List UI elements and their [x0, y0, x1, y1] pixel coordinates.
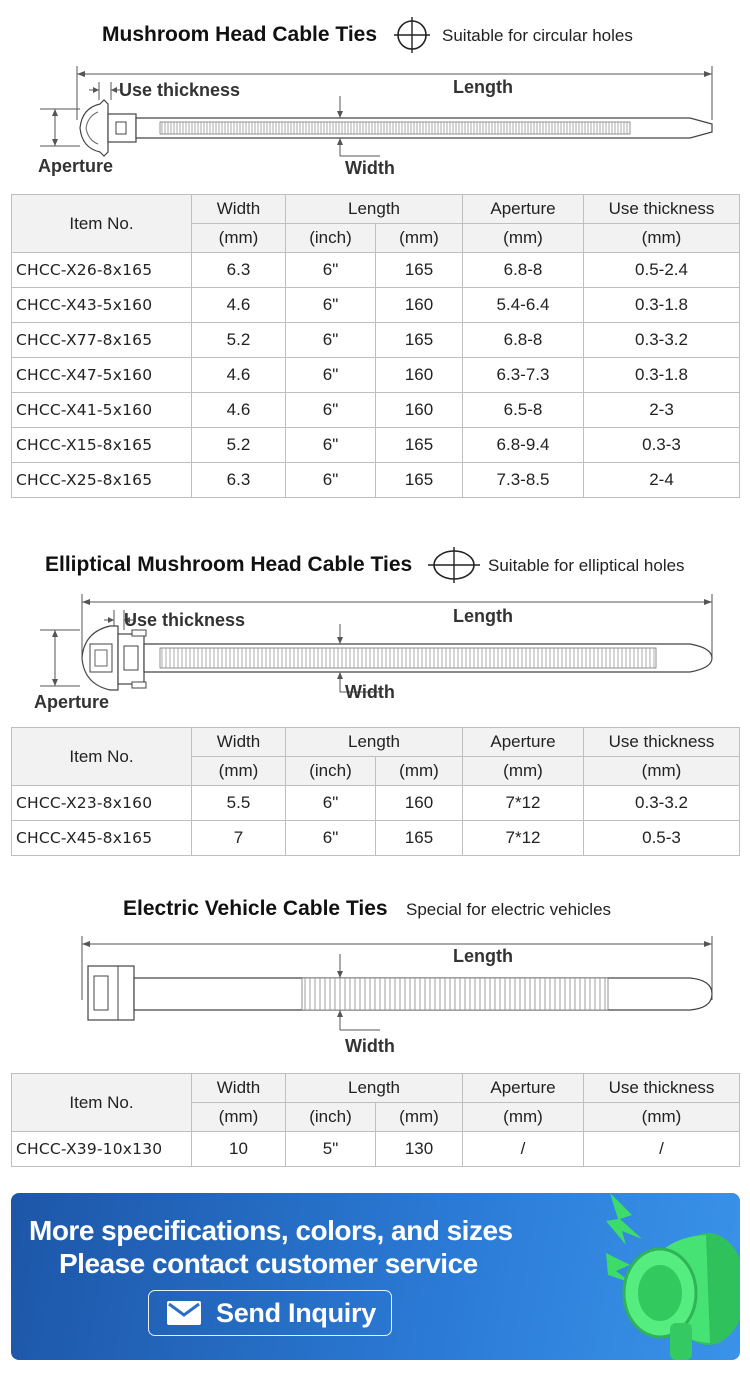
- col-aperture: Aperture: [463, 728, 584, 757]
- table-row: [12, 358, 740, 393]
- width-value: 4.6: [192, 393, 286, 428]
- length-inch-value: 6": [286, 821, 376, 856]
- aperture-value: 7*12: [463, 821, 584, 856]
- col-width: Width: [192, 728, 286, 757]
- electric-vehicle-section: [0, 880, 750, 1170]
- col-width: Width: [192, 1074, 286, 1103]
- length-mm-value: 165: [376, 253, 463, 288]
- table-row: [12, 463, 740, 498]
- length-inch-value: 6": [286, 463, 376, 498]
- width-value: 6.3: [192, 463, 286, 498]
- banner-headline: More specifications, colors, and sizes: [29, 1215, 513, 1246]
- width-value: 10: [192, 1132, 286, 1167]
- width-value: 4.6: [192, 288, 286, 323]
- length-mm-value: 160: [376, 358, 463, 393]
- table-row: [12, 393, 740, 428]
- length-label: Length: [453, 606, 513, 626]
- banner-subheadline: Please contact customer service: [59, 1248, 478, 1279]
- use-thickness-label: Use thickness: [119, 80, 241, 100]
- col-aperture: Aperture: [463, 195, 584, 224]
- aperture-value: 6.8-8: [463, 323, 584, 358]
- length-inch-value: 6": [286, 253, 376, 288]
- spec-table: [11, 194, 740, 498]
- thickness-value: 0.5-3: [584, 821, 740, 856]
- item-no: CHCC-X23-8x160: [12, 786, 192, 821]
- thickness-value: 0.3-1.8: [584, 358, 740, 393]
- length-mm-value: 160: [376, 786, 463, 821]
- table-row: [12, 323, 740, 358]
- aperture-value: 6.5-8: [463, 393, 584, 428]
- item-no: CHCC-X43-5x160: [12, 288, 192, 323]
- aperture-value: 5.4-6.4: [463, 288, 584, 323]
- section-subtitle: Special for electric vehicles: [406, 900, 612, 919]
- aperture-value: 7.3-8.5: [463, 463, 584, 498]
- length-mm-value: 165: [376, 323, 463, 358]
- unit-mm: (mm): [376, 757, 463, 786]
- width-value: 5.2: [192, 323, 286, 358]
- send-inquiry-label: Send Inquiry: [216, 1297, 376, 1328]
- item-no: CHCC-X15-8x165: [12, 428, 192, 463]
- col-length: Length: [286, 728, 463, 757]
- item-no: CHCC-X77-8x165: [12, 323, 192, 358]
- width-value: 7: [192, 821, 286, 856]
- col-item-no: Item No.: [12, 728, 192, 786]
- length-label: Length: [453, 77, 513, 97]
- thickness-value: 0.3-3.2: [584, 323, 740, 358]
- mail-icon: [166, 1300, 202, 1326]
- col-length: Length: [286, 1074, 463, 1103]
- length-inch-value: 6": [286, 358, 376, 393]
- width-value: 5.5: [192, 786, 286, 821]
- col-use-thickness: Use thickness: [584, 728, 740, 757]
- length-label: Length: [453, 946, 513, 966]
- width-label: Width: [345, 158, 395, 178]
- length-mm-value: 165: [376, 463, 463, 498]
- unit-mm: (mm): [192, 757, 286, 786]
- unit-mm: (mm): [376, 1103, 463, 1132]
- col-aperture: Aperture: [463, 1074, 584, 1103]
- unit-mm: (mm): [376, 224, 463, 253]
- section-subtitle: Suitable for elliptical holes: [488, 556, 685, 575]
- col-length: Length: [286, 195, 463, 224]
- unit-inch: (inch): [286, 1103, 376, 1132]
- aperture-value: 6.8-8: [463, 253, 584, 288]
- length-mm-value: 130: [376, 1132, 463, 1167]
- thickness-value: 0.3-1.8: [584, 288, 740, 323]
- width-value: 4.6: [192, 358, 286, 393]
- spec-table: [11, 727, 740, 856]
- elliptical-mushroom-section: [0, 540, 750, 870]
- unit-mm: (mm): [584, 224, 740, 253]
- length-inch-value: 6": [286, 288, 376, 323]
- unit-mm: (mm): [584, 1103, 740, 1132]
- table-row: [12, 1132, 740, 1167]
- circle-crosshair-icon: [392, 16, 432, 54]
- section-subtitle: Suitable for circular holes: [442, 26, 633, 45]
- item-no: CHCC-X47-5x160: [12, 358, 192, 393]
- item-no: CHCC-X39-10x130: [12, 1132, 192, 1167]
- aperture-value: 6.8-9.4: [463, 428, 584, 463]
- length-inch-value: 6": [286, 323, 376, 358]
- col-use-thickness: Use thickness: [584, 195, 740, 224]
- aperture-value: 7*12: [463, 786, 584, 821]
- item-no: CHCC-X41-5x160: [12, 393, 192, 428]
- item-no: CHCC-X26-8x165: [12, 253, 192, 288]
- width-value: 5.2: [192, 428, 286, 463]
- length-inch-value: 6": [286, 428, 376, 463]
- length-inch-value: 6": [286, 393, 376, 428]
- megaphone-icon: [510, 1193, 740, 1360]
- thickness-value: 0.5-2.4: [584, 253, 740, 288]
- table-row: [12, 253, 740, 288]
- table-row: [12, 786, 740, 821]
- unit-inch: (inch): [286, 757, 376, 786]
- length-mm-value: 160: [376, 288, 463, 323]
- table-row: [12, 288, 740, 323]
- col-use-thickness: Use thickness: [584, 1074, 740, 1103]
- unit-mm: (mm): [463, 224, 584, 253]
- use-thickness-label: Use thickness: [124, 610, 246, 630]
- ellipse-crosshair-icon: [426, 546, 482, 584]
- aperture-value: /: [463, 1132, 584, 1167]
- spec-table: [11, 1073, 740, 1167]
- contact-banner: [11, 1193, 740, 1360]
- width-label: Width: [345, 682, 395, 702]
- unit-mm: (mm): [192, 224, 286, 253]
- aperture-label: Aperture: [38, 156, 114, 176]
- unit-mm: (mm): [463, 757, 584, 786]
- width-value: 6.3: [192, 253, 286, 288]
- thickness-value: 0.3-3: [584, 428, 740, 463]
- col-width: Width: [192, 195, 286, 224]
- unit-mm: (mm): [192, 1103, 286, 1132]
- thickness-value: /: [584, 1132, 740, 1167]
- table-row: [12, 428, 740, 463]
- unit-inch: (inch): [286, 224, 376, 253]
- thickness-value: 0.3-3.2: [584, 786, 740, 821]
- aperture-value: 6.3-7.3: [463, 358, 584, 393]
- item-no: CHCC-X45-8x165: [12, 821, 192, 856]
- thickness-value: 2-4: [584, 463, 740, 498]
- width-label: Width: [345, 1036, 395, 1056]
- section-title: Mushroom Head Cable Ties: [102, 23, 378, 46]
- unit-mm: (mm): [584, 757, 740, 786]
- unit-mm: (mm): [463, 1103, 584, 1132]
- aperture-label: Aperture: [34, 692, 110, 712]
- section-title: Elliptical Mushroom Head Cable Ties: [45, 553, 413, 576]
- table-row: [12, 821, 740, 856]
- section-title: Electric Vehicle Cable Ties: [123, 897, 388, 920]
- length-mm-value: 165: [376, 821, 463, 856]
- length-inch-value: 5": [286, 1132, 376, 1167]
- mushroom-head-section: [0, 0, 750, 510]
- send-inquiry-button[interactable]: [148, 1290, 392, 1336]
- length-mm-value: 160: [376, 393, 463, 428]
- col-item-no: Item No.: [12, 195, 192, 253]
- col-item-no: Item No.: [12, 1074, 192, 1132]
- length-mm-value: 165: [376, 428, 463, 463]
- item-no: CHCC-X25-8x165: [12, 463, 192, 498]
- thickness-value: 2-3: [584, 393, 740, 428]
- length-inch-value: 6": [286, 786, 376, 821]
